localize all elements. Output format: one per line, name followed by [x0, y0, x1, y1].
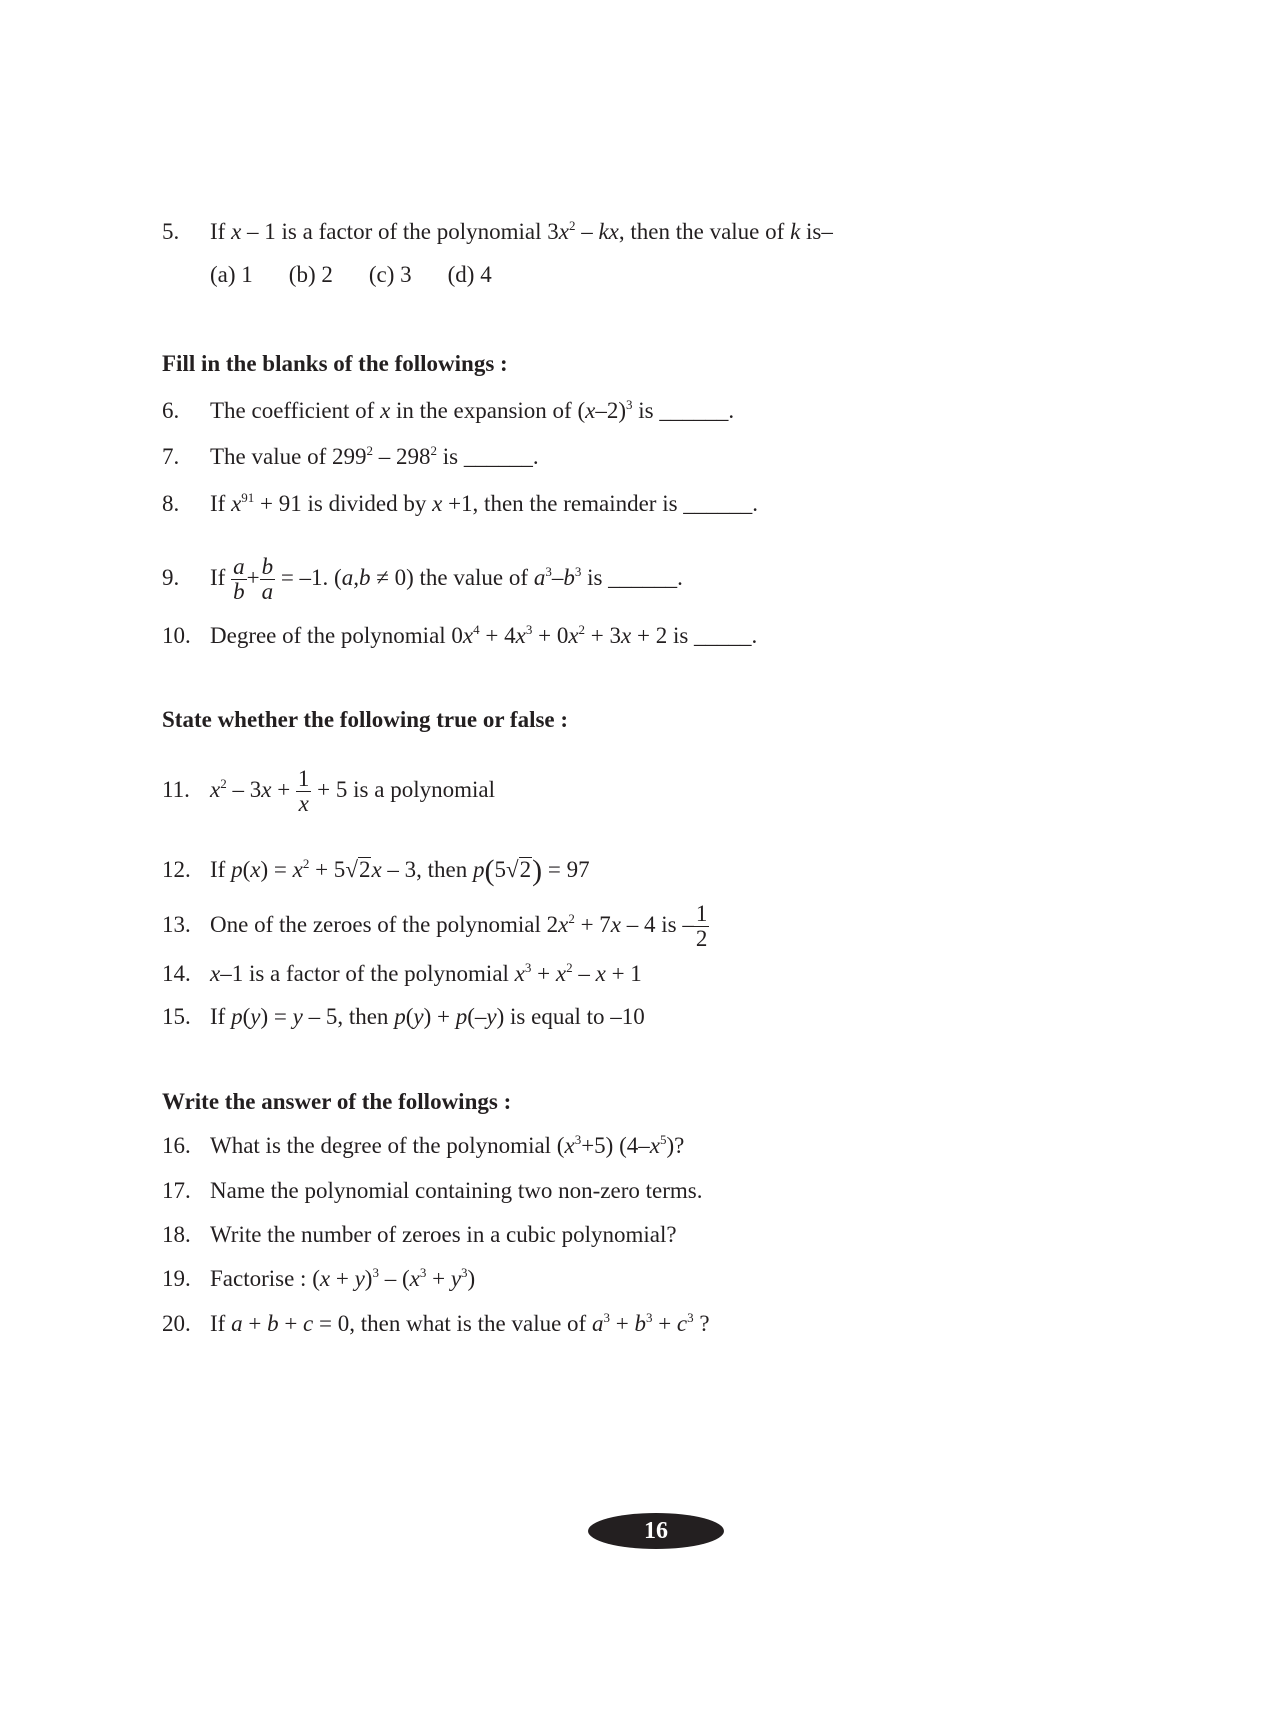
question-5: 5. If x – 1 is a factor of the polynomial $3x^2$ – kx, then the value of k is– [162, 218, 833, 244]
question-11: 11. $x^2 - 3x$ + $\frac{1}{x}$ + 5 is a polynomial [162, 766, 495, 817]
page-number: 16 [644, 1518, 668, 1544]
question-13: 13. One of the zeroes of the polynomial $2x^2 + 7x - 4$ is – $\frac{1}{2}$ [162, 901, 708, 952]
question-10: 10. Degree of the polynomial $0x^4 + 4x^3 + 0x^2 + 3x + 2$ is _____. [162, 622, 758, 648]
radical-sign: √ [345, 857, 358, 882]
fraction-a-over-b: $\frac{a}{b}$ [233, 554, 245, 605]
true-false-heading: State whether the following true or false : [162, 707, 569, 732]
question-18: 18. Write the number of zeroes in a cubic polynomial? [162, 1222, 677, 1247]
question-15: 15. If p(y) = y – 5, then p(y) + p(–y) is equal to –10 [162, 1004, 645, 1029]
option-a: (a) 1 [210, 262, 253, 287]
radical-sign: √ [506, 857, 519, 882]
question-14: 14. x–1 is a factor of the polynomial $x^3 + x^2 - x + 1$ [162, 960, 642, 986]
option-c: (c) 3 [368, 262, 412, 287]
page-number-badge [588, 1513, 724, 1549]
question-7: 7. The value of $299^2 - 298^2$ is ______. [162, 443, 539, 469]
option-d: (d) 4 [447, 262, 492, 287]
question-9: 9. If $\frac{a}{b}$ + $\frac{b}{a}$ = –1. (a,b ≠ 0) the value of $a^3-b^3$ is ______. [162, 554, 683, 605]
question-19: 19. Factorise : $(x + y)^3 - (x^3 + y^3)$ [162, 1265, 476, 1291]
question-6: 6. The coefficient of x in the expansion of $(x-2)^3$ is ______. [162, 397, 735, 423]
question-12: 12. If $p(x) = x^2 + 5√2x - 3$, then p(5√2) = 97 [162, 854, 590, 887]
answer-options [210, 261, 528, 289]
question-17: 17. Name the polynomial containing two non-zero terms. [162, 1178, 703, 1203]
question-20: 20. If a + b + c = 0, then what is the value of $a^3 + b^3 + c^3$ ? [162, 1310, 710, 1336]
write-answer-heading: Write the answer of the followings : [162, 1089, 512, 1114]
fill-blanks-heading: Fill in the blanks of the followings : [162, 351, 508, 376]
question-16: 16. What is the degree of the polynomial $(x^3+5)$ $(4-x^5)$? [162, 1132, 685, 1158]
question-number: 5. [162, 219, 180, 244]
fraction-1-over-x: $\frac{1}{x}$ [297, 766, 310, 817]
fraction-1-over-2: $\frac{1}{2}$ [695, 901, 708, 952]
option-b: (b) 2 [288, 262, 333, 287]
question-8: 8. If $x^{91} + 91$ is divided by x +1, then the remainder is ______. [162, 490, 759, 516]
fraction-b-over-a: $\frac{b}{a}$ [261, 554, 274, 605]
